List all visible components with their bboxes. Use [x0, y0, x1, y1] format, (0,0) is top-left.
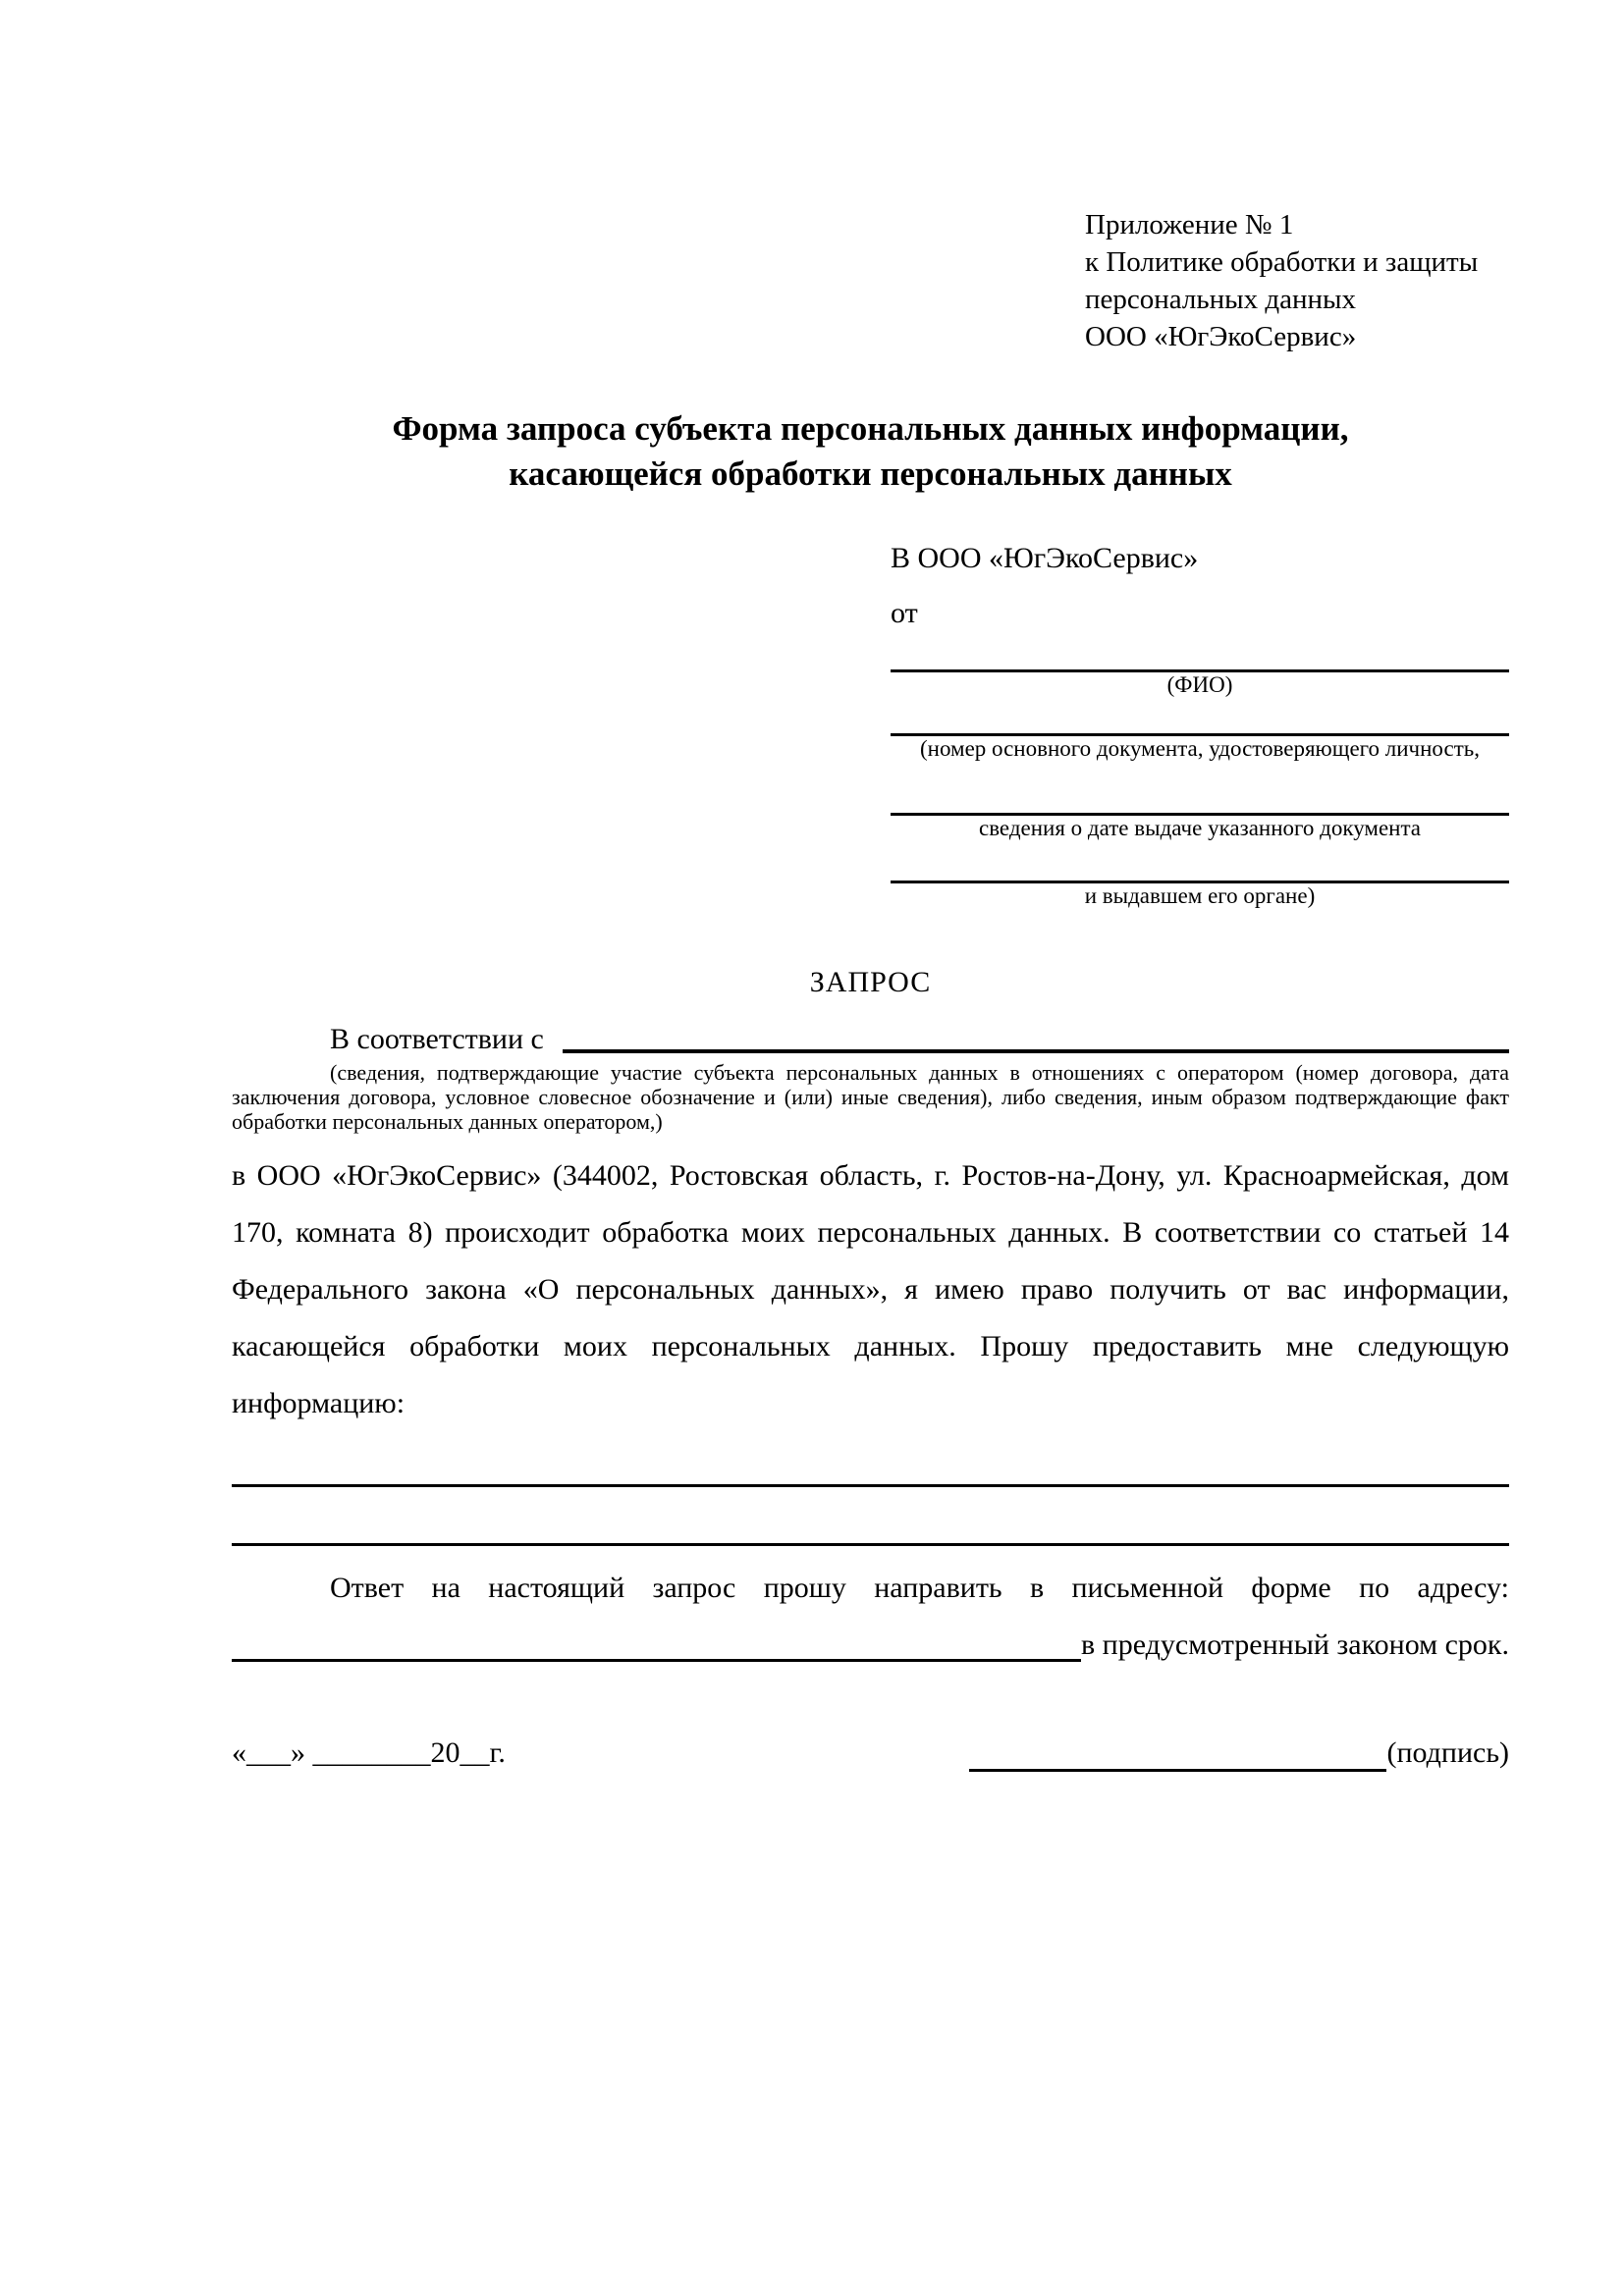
appendix-header — [1085, 206, 1509, 355]
date-line: «___» ________20__г. — [232, 1736, 506, 1769]
footer-row — [232, 1735, 1509, 1772]
address-blank-line — [232, 1617, 1081, 1662]
issuing-authority-blank-line — [891, 841, 1509, 883]
issue-date-blank-line — [891, 762, 1509, 816]
appendix-header-line: Приложение № 1 — [1085, 209, 1294, 240]
lead-text: В соответствии с — [330, 1023, 552, 1055]
appendix-header-line: ООО «ЮгЭкоСервис» — [1085, 321, 1357, 352]
fio-blank-line — [891, 632, 1509, 672]
document-title — [232, 406, 1509, 497]
info-blank-line-2 — [232, 1487, 1509, 1546]
reply-clause-line1: Ответ на настоящий запрос прошу направить в письменной форме по адресу: — [330, 1572, 1509, 1604]
addressee-to: В ООО «ЮгЭкоСервис» — [891, 542, 1199, 574]
appendix-header-line: к Политике обработки и защиты — [1085, 246, 1479, 278]
signature-caption: (подпись) — [1386, 1736, 1509, 1769]
reply-clause-suffix: в предусмотренный законом срок. — [1081, 1629, 1509, 1661]
issue-date-caption: сведения о дате выдаче указанного документа — [978, 816, 1422, 840]
reply-clause-line2 — [232, 1617, 1509, 1674]
body-paragraph: в ООО «ЮгЭкоСервис» (344002, Ростовская область, г. Ростов-на-Дону, ул. Красноармейская, дом 170, комната 8) происходит обработка моих персональных данных. В соответствии со статьей 14 Федерального закона «О персональных данных», я имею право получить от вас информации, касающейся обработки моих персональных данных. Прошу предоставить мне следующую информацию: — [232, 1159, 1509, 1419]
document-title-line1: Форма запроса субъекта персональных данных информации, — [392, 409, 1349, 448]
issuing-authority-caption: и выдавшем его органе) — [1084, 883, 1316, 908]
request-heading: ЗАПРОС — [809, 966, 932, 998]
signature-blank-line — [969, 1735, 1386, 1772]
document-number-blank-line — [891, 698, 1509, 736]
addressee-block — [891, 540, 1509, 909]
lead-line — [232, 1021, 1509, 1058]
document-number-caption: (номер основного документа, удостоверяющего личность, — [919, 736, 1480, 761]
document-content — [232, 206, 1509, 1772]
addressee-from-label: от — [891, 597, 918, 629]
fio-caption: (ФИО) — [1166, 672, 1233, 697]
lead-blank-line — [563, 1021, 1509, 1053]
info-blank-line-1 — [232, 1432, 1509, 1487]
appendix-header-line: персональных данных — [1085, 284, 1357, 315]
document-title-line2: касающейся обработки персональных данных — [509, 454, 1232, 493]
lead-note: (сведения, подтверждающие участие субъекта персональных данных в отношениях с оператором (номер договора, дата заключения договора, условное словесное обозначение и (или) иные сведения), либо сведения, иным образом подтверждающие факт обработки персональных данных оператором,) — [232, 1060, 1509, 1134]
